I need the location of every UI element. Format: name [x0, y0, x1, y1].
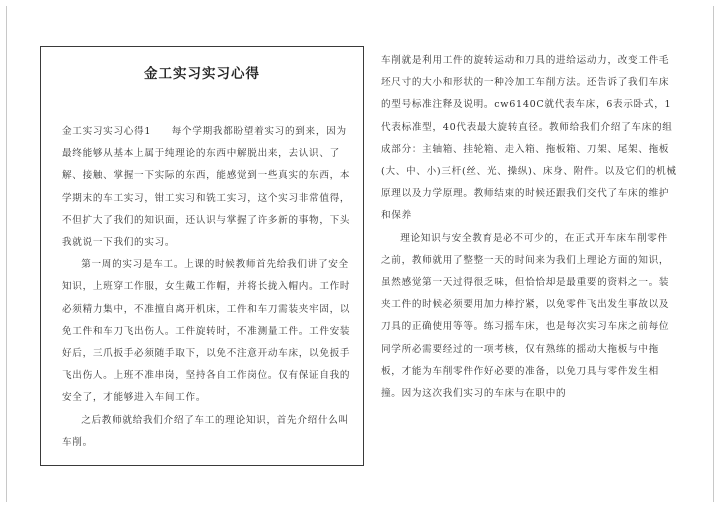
document-title: 金工实习实习心得 [144, 66, 260, 82]
paragraph-safety-education: 理论知识与安全教育是必不可少的，在正式开车床车削零件之前，教师就用了整整一天的时间来为我们上理论方面的知识，虽然感觉第一天过得很乏味，但恰恰却是最重要的资料之一。装夹工件的时候必须要用加力棒拧紧，以免零件飞出发生事故以及刀具的正确使用等等。练习摇车床，也是每次实习车床之前每位同学所必需要经过的一项考核，仅有熟练的摇动大拖板与中拖板，才能为车削零件作好必要的准备，以免刀具与零件发生相撞。因为这次我们实习的车床与在职中的 [381, 232, 670, 400]
left-column [62, 121, 354, 454]
right-column [381, 50, 677, 405]
paragraph-lathe-definition: 车削就是利用工件的旋转运动和刀具的进给运动力，改变工件毛坯尺寸的大小和形状的一种冷加工车削方法。还告诉了我们车床的型号标准注释及说明。cw6140C就代表车床，6表示卧式，1代表标准型，40代表最大旋转直径。教师给我们介绍了车床的组成部分：主轴箱、挂轮箱、走入箱、拖板箱、刀架、尾架、拖板(大、中、小)三杆(丝、光、操纵)、床身、附件。以及它们的机械原理以及力学原理。教师结束的时候还跟我们交代了车床的维护和保养 [381, 55, 677, 222]
paragraph-intro: 金工实习实习心得1 每个学期我都盼望着实习的到来，因为最终能够从基本上属于纯理论的东西中解脱出来，去认识、了解、接触、掌握一下实际的东西，能感觉到一些真实的东西，本学期末的车工实习，钳工实习和铣工实习，这个实习非常值得，不但扩大了我们的知识面，还认识与掌握了许多新的事物，下头我就说一下我们的实习。 [62, 126, 351, 249]
paragraph-safety: 第一周的实习是车工。上课的时候教师首先给我们讲了安全知识，上班穿工作服，女生戴工作帽，并将长拢入帽内。工作时必须精力集中，不准擅自离开机床，工件和车刀需装夹牢固，以免工件和车刀飞出伤人。工件旋转时，不准测量工件。工件安装好后，三爪扳手必须随手取下，以免不注意开动车床，以免扳手飞出伤人。上班不准串岗，坚持各自工作岗位。仅有保证自我的安全了，才能够进入车间工作。 [62, 259, 351, 404]
paragraph-theory: 之后教师就给我们介绍了车工的理论知识，首先介绍什么叫车削。 [62, 414, 349, 448]
